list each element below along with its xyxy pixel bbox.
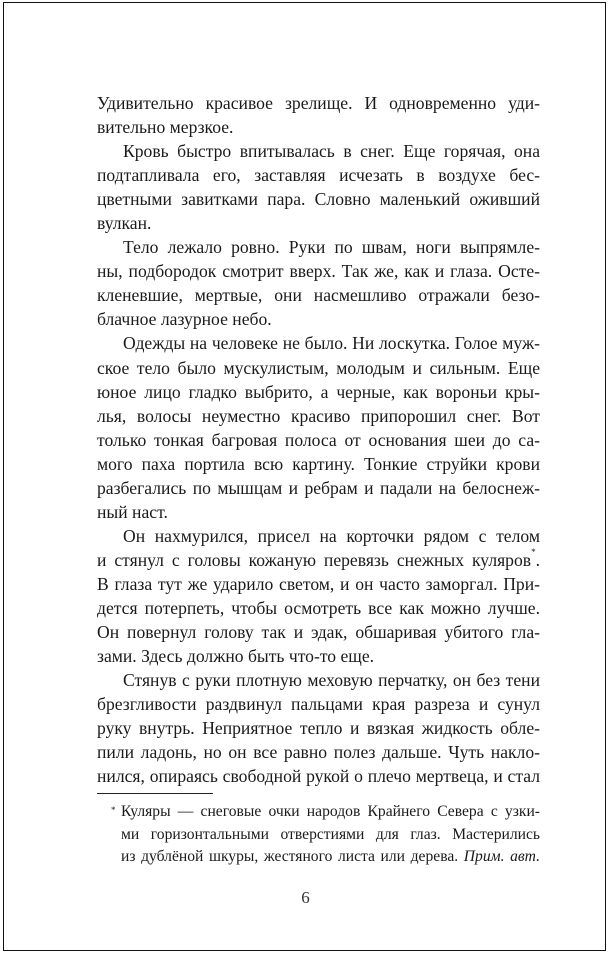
author-note-label: Прим. авт. xyxy=(463,848,540,866)
text-line: Он повернул голову так и эдак, обшаривая убитого гла- xyxy=(97,622,540,643)
text-line: Он нахмурился, присел на корточки рядом с телом xyxy=(123,525,540,546)
text-line: клeневшие, мертвые, они насмешливо отражали безо- xyxy=(97,285,540,306)
text-line: вулкан. xyxy=(97,213,152,234)
text-line: подтапливала его, заставляя исчезать в воздухе бес- xyxy=(97,165,540,186)
text-line: нился, опираясь свободной рукой о плечо мертвеца, и стал xyxy=(97,766,540,787)
text-line xyxy=(97,548,540,572)
text-line: В глаза тут же ударило светом, и он часто заморгал. При- xyxy=(97,573,540,594)
text-line: Стянув с руки плотную меховую перчатку, он без тени xyxy=(123,670,540,691)
paragraph xyxy=(97,91,540,139)
paragraph xyxy=(97,331,540,523)
footnote xyxy=(97,801,540,869)
text-line: разбегались по мышцам и ребрам и падали на белоснеж- xyxy=(97,477,540,498)
text-line: Кровь быстро впитывалась в снег. Еще горячая, она xyxy=(123,141,540,162)
page-number: 6 xyxy=(301,888,310,907)
text-line: Одежды на человеке не было. Ни лоскутка. Голое муж- xyxy=(123,333,540,354)
text-line: юное лицо гладко выбрито, а черные, как вороньи кры- xyxy=(97,381,540,402)
paragraph xyxy=(97,139,540,235)
text-line: мого паха портила всю картину. Тонкие струйки крови xyxy=(97,453,540,474)
text-span: и стянул с головы кожаную перевязь снежных куляров xyxy=(97,549,532,570)
footnote-line xyxy=(97,846,540,869)
footnote-ref-marker[interactable]: * xyxy=(531,546,536,557)
text-line: только тонкая багровая полоса от основания шеи до са- xyxy=(97,429,540,450)
paragraph xyxy=(97,524,540,668)
footnote-divider xyxy=(97,793,213,794)
text-line: руку внутрь. Неприятное тепло и вязкая жидкость обле- xyxy=(97,718,540,739)
text-line: Удивительно красивое зрелище. И одновременно уди- xyxy=(97,93,540,113)
text-line: ный наст. xyxy=(97,501,168,522)
text-line: пили ладонь, но он все равно полез дальше. Чуть накло- xyxy=(97,742,540,763)
paragraph xyxy=(97,668,540,788)
footnote-text: из дублёной шкуры, жестяного листа или дерева. xyxy=(121,848,459,866)
text-line: вительно мерзкое. xyxy=(97,117,234,138)
footnote-line: ми горизонтальными отверстиями для глаз. Мастерились xyxy=(121,825,540,843)
text-line: лья, волосы неуместно красиво припорошил снег. Вот xyxy=(97,405,540,426)
main-text xyxy=(97,91,540,788)
footnote-line xyxy=(97,801,540,824)
footnote-text: Куляры — снеговые очки народов Крайнего Севера с узки- xyxy=(121,803,540,820)
paragraph xyxy=(97,235,540,331)
text-line: зами. Здесь должно быть что-то еще. xyxy=(97,646,375,667)
text-line: брезгливости раздвинул пальцами края разреза и сунул xyxy=(97,694,540,715)
text-line: цветными завитками пара. Словно маленький оживший xyxy=(97,189,540,210)
text-line: блачное лазурное небо. xyxy=(97,309,272,330)
text-line: ское тело было мускулистым, молодым и сильным. Еще xyxy=(97,357,540,378)
text-line: дется потерпеть, чтобы осмотреть все как можно лучше. xyxy=(97,597,540,618)
text-line: ны, подбородок смотрит вверх. Так же, как и глаза. Осте- xyxy=(97,261,540,282)
footnote-marker: * xyxy=(111,805,116,815)
punctuation: . xyxy=(535,549,540,570)
text-line: Тело лежало ровно. Руки по швам, ноги выпрямле- xyxy=(123,237,540,258)
